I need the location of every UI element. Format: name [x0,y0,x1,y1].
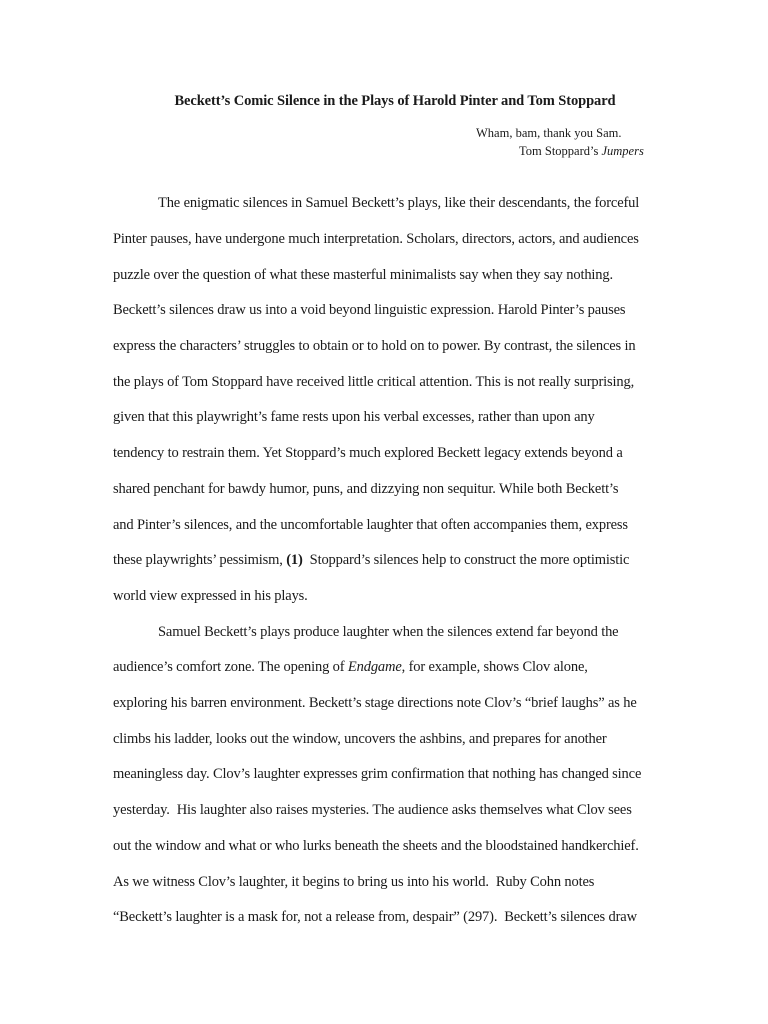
epigraph-attribution [519,144,644,159]
paragraph-line: and Pinter’s silences, and the uncomfortable laughter that often accompanies them, express [113,517,628,533]
epigraph-attribution-prefix: Tom Stoppard’s [519,144,602,158]
paragraph-line: Beckett’s silences draw us into a void beyond linguistic expression. Harold Pinter’s pauses [113,302,626,318]
paragraph-line: meaningless day. Clov’s laughter expresses grim confirmation that nothing has changed since [113,766,642,782]
paragraph-line-segment: these playwrights’ pessimism, [113,552,287,568]
paragraph-line: out the window and what or who lurks beneath the sheets and the bloodstained handkerchief. [113,838,639,854]
paragraph-line: yesterday. His laughter also raises mysteries. The audience asks themselves what Clov sees [113,802,632,818]
paragraph-line: The enigmatic silences in Samuel Beckett’s plays, like their descendants, the forceful [158,195,640,211]
paragraph-line: puzzle over the question of what these masterful minimalists say when they say nothing. [113,267,613,283]
epigraph-quote: Wham, bam, thank you Sam. [476,126,622,140]
paragraph-line-segment: audience’s comfort zone. The opening of [113,659,348,675]
paragraph-line [113,657,588,677]
paragraph-line: shared penchant for bawdy humor, puns, and dizzying non sequitur. While both Beckett’s [113,481,619,497]
paragraph-line [113,550,629,570]
paragraph-line: world view expressed in his plays. [113,588,308,604]
paragraph-line: the plays of Tom Stoppard have received little critical attention. This is not really surprising, [113,374,635,390]
paragraph-line-segment: , for example, shows Clov alone, [401,659,588,675]
work-title-endgame: Endgame [347,659,402,675]
paragraph-line: express the characters’ struggles to obtain or to hold on to power. By contrast, the silences in [113,338,636,354]
paragraph-line: given that this playwright’s fame rests upon his verbal excesses, rather than upon any [113,409,595,425]
paragraph-line: As we witness Clov’s laughter, it begins to bring us into his world. Ruby Cohn notes [113,874,595,890]
paragraph-line: Pinter pauses, have undergone much interpretation. Scholars, directors, actors, and audiences [113,231,639,247]
paragraph-line: climbs his ladder, looks out the window, uncovers the ashbins, and prepares for another [113,731,607,747]
footnote-marker[interactable]: (1) [286,552,303,568]
document-title: Beckett’s Comic Silence in the Plays of Harold Pinter and Tom Stoppard [174,93,616,109]
paragraph-line: “Beckett’s laughter is a mask for, not a release from, despair” (297). Beckett’s silences draw [113,909,637,925]
paragraph-line: tendency to restrain them. Yet Stoppard’s much explored Beckett legacy extends beyond a [113,445,623,461]
epigraph-attribution-work: Jumpers [601,144,644,158]
paragraph-line-segment: Stoppard’s silences help to construct the more optimistic [302,552,630,568]
paragraph-line: exploring his barren environment. Beckett’s stage directions note Clov’s “brief laughs” as he [113,695,637,711]
paragraph-line: Samuel Beckett’s plays produce laughter when the silences extend far beyond the [158,624,619,640]
